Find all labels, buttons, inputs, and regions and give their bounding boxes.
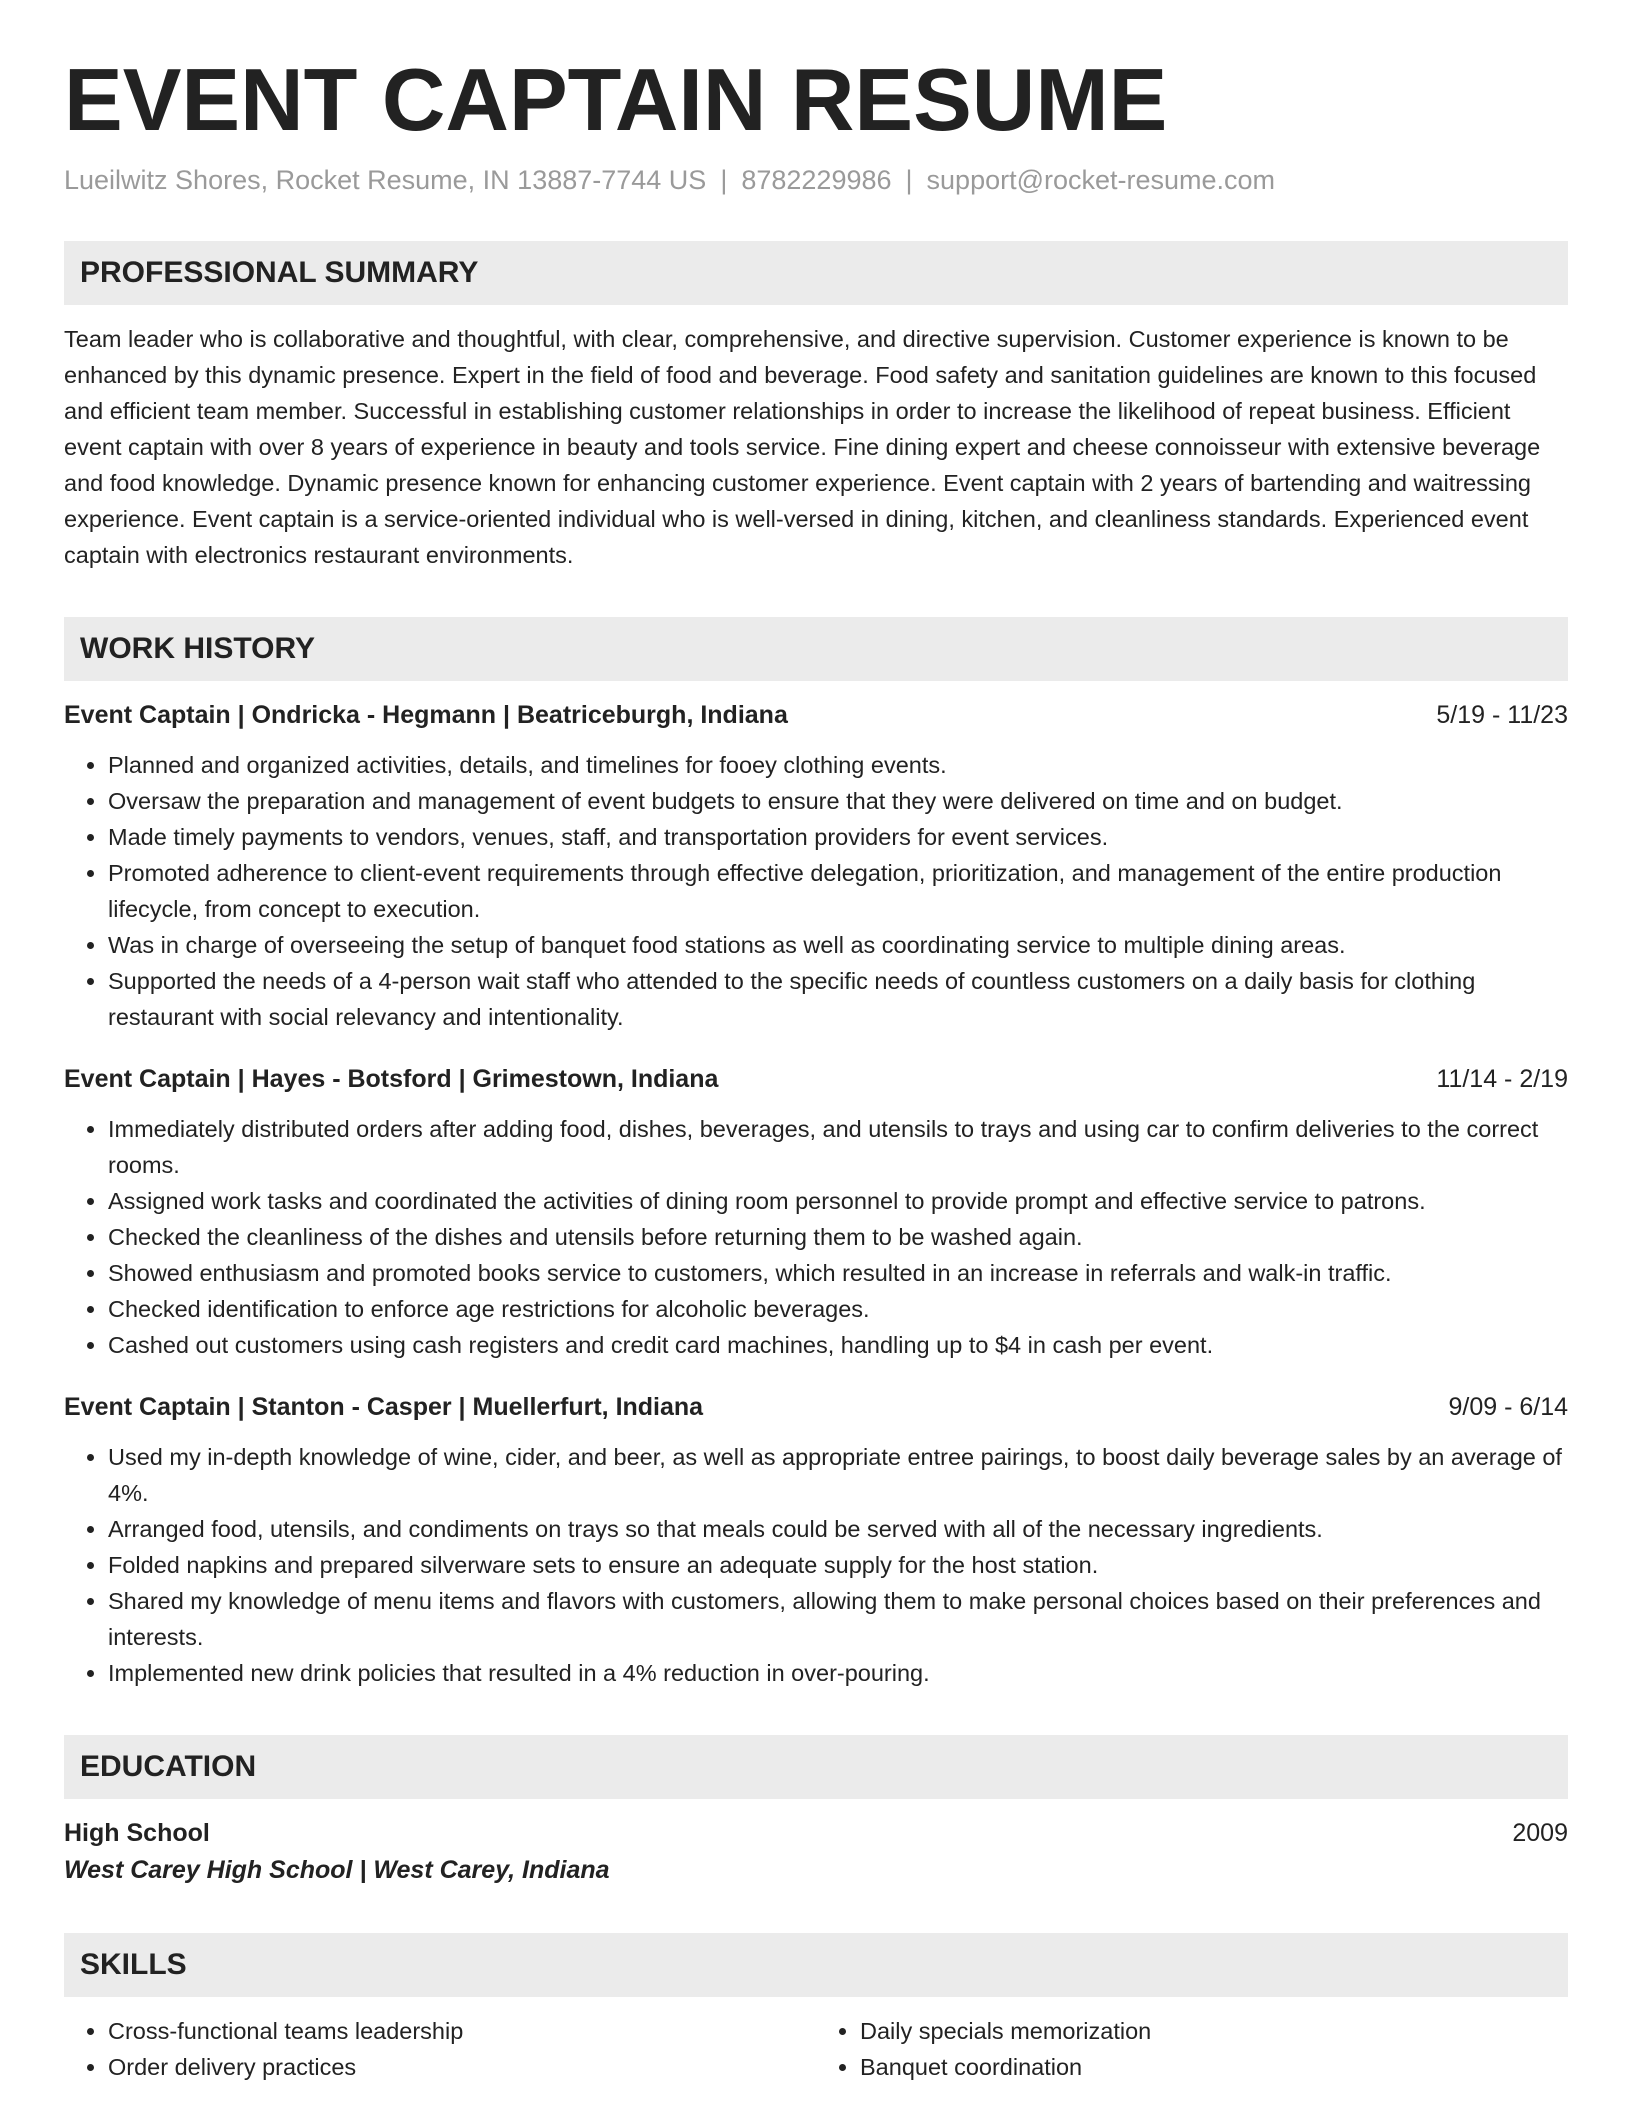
job-title: Event Captain | Ondricka - Hegmann | Beatriceburgh, Indiana bbox=[64, 700, 788, 729]
education-school: West Carey High School | West Carey, Indiana bbox=[64, 1855, 610, 1884]
section-header-education: EDUCATION bbox=[64, 1735, 1568, 1799]
job-bullet: • Was in charge of overseeing the setup of banquet food stations as well as coordinating service to multiple dining areas. bbox=[108, 927, 1568, 963]
job-bullet: • Planned and organized activities, details, and timelines for fooey clothing events. bbox=[108, 747, 1568, 783]
job-header bbox=[64, 697, 1568, 733]
job-bullet: • Cashed out customers using cash registers and credit card machines, handling up to $4 in cash per event. bbox=[108, 1327, 1568, 1363]
section-header-skills: SKILLS bbox=[64, 1933, 1568, 1997]
skills-column-left bbox=[64, 2013, 816, 2085]
skill-item: • Banquet coordination bbox=[860, 2049, 1568, 2085]
job-bullet: • Immediately distributed orders after adding food, dishes, beverages, and utensils to trays and using car to confirm deliveries to the correct rooms. bbox=[108, 1111, 1568, 1183]
job-entry bbox=[64, 1061, 1568, 1363]
skill-item: • Order delivery practices bbox=[108, 2049, 816, 2085]
job-bullet: • Arranged food, utensils, and condiments on trays so that meals could be served with all of the necessary ingredients. bbox=[108, 1511, 1568, 1547]
job-header bbox=[64, 1389, 1568, 1425]
professional-summary: Team leader who is collaborative and thoughtful, with clear, comprehensive, and directive supervision. Customer experience is known to be enhanced by this dynamic presence. Expert in the field of food and beverage. Food safety and sanitation guidelines are known to this focused and efficient team member. Successful in establishing customer relationships in order to increase the likelihood of repeat business. Efficient event captain with over 8 years of experience in beauty and tools service. Fine dining expert and cheese connoisseur with extensive beverage and food knowledge. Dynamic presence known for enhancing customer experience. Event captain with 2 years of bartending and waitressing experience. Event captain is a service-oriented individual who is well-versed in dining, kitchen, and cleanliness standards. Experienced event captain with electronics restaurant environments. bbox=[64, 325, 1541, 568]
job-bullets bbox=[64, 1439, 1568, 1691]
job-bullet: • Implemented new drink policies that resulted in a 4% reduction in over-pouring. bbox=[108, 1655, 1568, 1691]
contact-separator: | bbox=[905, 165, 913, 196]
job-bullet: • Assigned work tasks and coordinated the activities of dining room personnel to provide prompt and effective service to patrons. bbox=[108, 1183, 1568, 1219]
job-bullet: • Shared my knowledge of menu items and flavors with customers, allowing them to make personal choices based on their preferences and interests. bbox=[108, 1583, 1568, 1655]
job-entry bbox=[64, 1389, 1568, 1691]
section-header-work-history: WORK HISTORY bbox=[64, 617, 1568, 681]
education-degree: High School bbox=[64, 1818, 210, 1847]
job-header bbox=[64, 1061, 1568, 1097]
education-entry bbox=[64, 1815, 1568, 1889]
job-dates: 11/14 - 2/19 bbox=[1436, 1064, 1568, 1093]
job-bullet: • Promoted adherence to client-event requirements through effective delegation, prioritization, and management of the entire production lifecycle, from concept to execution. bbox=[108, 855, 1568, 927]
education-header bbox=[64, 1815, 1568, 1851]
skills-column-right bbox=[816, 2013, 1568, 2085]
job-bullet: • Showed enthusiasm and promoted books service to customers, which resulted in an increase in referrals and walk-in traffic. bbox=[108, 1255, 1568, 1291]
job-bullets bbox=[64, 747, 1568, 1035]
skill-item: • Cross-functional teams leadership bbox=[108, 2013, 816, 2049]
job-title: Event Captain | Stanton - Casper | Muellerfurt, Indiana bbox=[64, 1392, 704, 1421]
job-entry bbox=[64, 697, 1568, 1035]
job-bullet: • Checked identification to enforce age restrictions for alcoholic beverages. bbox=[108, 1291, 1568, 1327]
job-bullet: • Made timely payments to vendors, venues, staff, and transportation providers for event services. bbox=[108, 819, 1568, 855]
job-dates: 9/09 - 6/14 bbox=[1448, 1392, 1568, 1421]
skills-list bbox=[64, 2013, 1568, 2085]
job-bullet: • Checked the cleanliness of the dishes and utensils before returning them to be washed again. bbox=[108, 1219, 1568, 1255]
job-dates: 5/19 - 11/23 bbox=[1436, 700, 1568, 729]
section-header-summary: PROFESSIONAL SUMMARY bbox=[64, 241, 1568, 305]
job-bullet: • Oversaw the preparation and management of event budgets to ensure that they were delivered on time and on budget. bbox=[108, 783, 1568, 819]
job-bullet: • Supported the needs of a 4-person wait staff who attended to the specific needs of countless customers on a daily basis for clothing restaurant with social relevancy and intentionality. bbox=[108, 963, 1568, 1035]
job-bullet: • Folded napkins and prepared silverware sets to ensure an adequate supply for the host station. bbox=[108, 1547, 1568, 1583]
job-bullet: • Used my in-depth knowledge of wine, cider, and beer, as well as appropriate entree pairings, to boost daily beverage sales by an average of 4%. bbox=[108, 1439, 1568, 1511]
contact-address: Lueilwitz Shores, Rocket Resume, IN 13887-7744 US bbox=[64, 165, 707, 196]
contact-separator: | bbox=[720, 165, 728, 196]
job-title: Event Captain | Hayes - Botsford | Grimestown, Indiana bbox=[64, 1064, 719, 1093]
education-year: 2009 bbox=[1512, 1818, 1568, 1847]
job-bullets bbox=[64, 1111, 1568, 1363]
page-title: EVENT CAPTAIN RESUME bbox=[64, 50, 1168, 149]
skill-item: • Daily specials memorization bbox=[860, 2013, 1568, 2049]
contact-phone: 8782229986 bbox=[741, 165, 892, 196]
contact-email: support@rocket-resume.com bbox=[926, 165, 1276, 196]
contact-line bbox=[64, 164, 1568, 196]
